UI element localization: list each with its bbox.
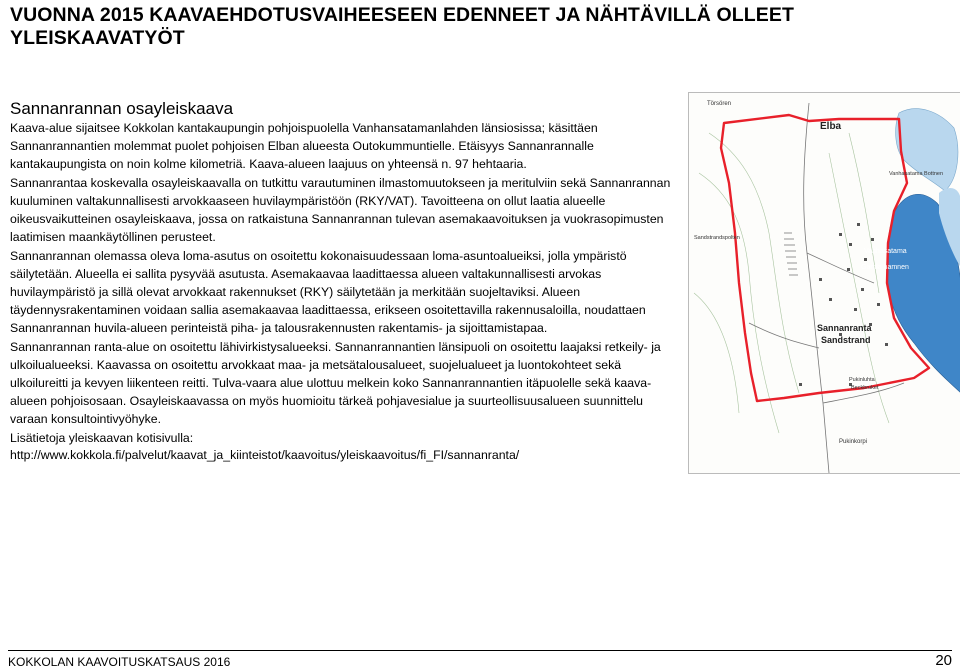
page-number: 20 bbox=[935, 652, 952, 669]
paragraph-recreation: Sannanrannan ranta-alue on osoitettu lähivirkistysalueeksi. Sannanrannantien länsipuoli on osoitettu laajaksi retkeily- ja ulkoilualueeksi. Kaavassa on osoitettu arvokkaat maa- ja metsätalousalueet, suojelualueet ja luontokohteet sekä ulkoilureitti ja kevyen liikenteen reitti. Tulva-vaara alue ulottuu melkein koko Sannanrannantien itäpuolelle sekä kaava-alueen pohjoisosaan. Osayleiskaavassa on myös huomioitu tärkeä pohjavesialue ja suurteollisuusalueen suunnittelu varaan konsultointivyöhyke. bbox=[10, 340, 661, 426]
paragraph-objectives: Sannanrantaa koskevalla osayleiskaavalla on tutkittu varautuminen ilmastomuutokseen ja meritulviin sekä Sannanrannan kuuluminen valtakunnallisesti arvokkaaseen huvilaympäristöön (RKY/VAT). Tavoitteena on ollut laatia alueelle oikeusvaikutteinen osayleiskaava, jossa on ratkaistuna Sannanrannan tulevan asemakaavoituksen ja vuokrasopimusten laatimisen maankäytöllinen perusteet. bbox=[10, 176, 671, 244]
map-label-pukinkorpi: Pukinkorpi bbox=[839, 439, 868, 445]
zoning-map-drawing bbox=[689, 93, 960, 473]
zoning-map bbox=[688, 92, 960, 474]
map-label-sandstrandspolten: Sandstrandspolten bbox=[694, 235, 740, 241]
map-label-torsoren: Törsören bbox=[707, 101, 732, 107]
map-label-elba: Elba bbox=[820, 121, 842, 132]
section-heading: Sannanrannan osayleiskaava bbox=[10, 99, 234, 118]
map-label-pukinluhta: Pukinluhta bbox=[849, 377, 875, 383]
paragraph-holiday-housing: Sannanrannan olemassa oleva loma-asutus on osoitettu kokonaisuudessaan loma-asuntoalueiksi, jolla ympäristö säilytetään. Alueella ei sallita pysyvää asutusta. Asemakaavaa laadittaessa alueen valtakunnallisesti arvokas huvilaympäristö ja sillä olevat arvokkaat rakennukset (RKY) säilytetään ja merkitään suojeltaviksi. Alueen täydennysrakentaminen voidaan sallia asemakaavaa laadittaessa, erikseen osoitettavilla rakennusaloilla, noudattaen Sannanrannan huvila-alueen perinteistä piha- ja talousrakennusten rakentamis- ja sijoittamistapaa. bbox=[10, 249, 646, 335]
map-label-gamla-hamnen: Gamla hamnen bbox=[861, 264, 909, 271]
more-info-label: Lisätietoja yleiskaavan kotisivulla: bbox=[10, 431, 194, 445]
map-label-bottnen: Vanhasatama Bottnen bbox=[889, 171, 944, 177]
footer-publication: KOKKOLAN KAAVOITUSKATSAUS 2016 bbox=[8, 655, 231, 669]
protected-area-hatch bbox=[784, 233, 798, 275]
road-lines bbox=[749, 103, 904, 473]
map-label-sandstrand: Sandstrand bbox=[821, 335, 871, 345]
paragraph-location: Kaava-alue sijaitsee Kokkolan kantakaupungin pohjoispuolella Vanhansatamanlahden länsiosissa; käsittäen Sannanrannantien molemmat puolet pohjoisen Elban alueesta Outokummuntielle. Etäisyys Sannanrannalle kantakaupungista on noin kolme kilometriä. Kaava-alueen laajuus on yhteensä n. 97 hehtaaria. bbox=[10, 121, 598, 171]
more-info-link[interactable]: http://www.kokkola.fi/palvelut/kaavat_ja_kiinteistot/kaavoitus/yleiskaavoitus/fi_FI/sannanranta/ bbox=[10, 448, 520, 462]
map-label-beckbruket: Beckbruket bbox=[851, 385, 879, 391]
map-label-vanhasatama: Vanhasatama bbox=[864, 248, 907, 255]
map-label-sannanranta: Sannanranta bbox=[817, 323, 872, 333]
footer-divider bbox=[8, 650, 952, 651]
page-title: VUONNA 2015 KAAVAEHDOTUSVAIHEESEEN EDENNEET JA NÄHTÄVILLÄ OLLEET YLEISKAAVATYÖT bbox=[10, 4, 794, 49]
